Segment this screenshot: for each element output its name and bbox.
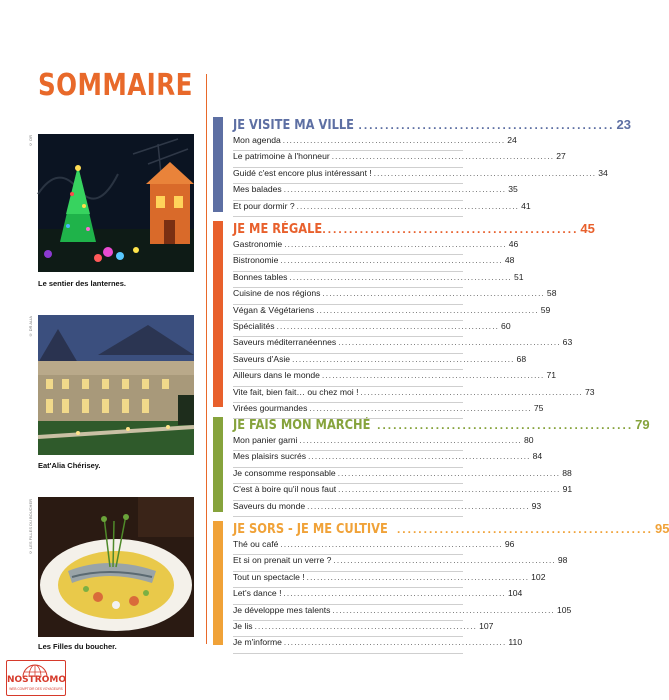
section-items bbox=[233, 435, 573, 517]
leader-dots: ................................................................. bbox=[283, 638, 507, 648]
toc-item-label: Ailleurs dans le monde bbox=[233, 370, 320, 381]
toc-item-page: 93 bbox=[531, 500, 542, 511]
toc-section-sors bbox=[213, 521, 669, 648]
section-heading[interactable] bbox=[233, 521, 669, 537]
logo-name: NOSTROMO bbox=[7, 675, 66, 685]
toc-item[interactable] bbox=[233, 135, 517, 151]
toc-item-page: 58 bbox=[546, 288, 557, 299]
toc-item-page: 107 bbox=[479, 620, 494, 631]
toc-item-label: Je développe mes talents bbox=[233, 604, 331, 615]
photo-caption: Eat'Alia Chérisey. bbox=[38, 461, 101, 470]
toc-item[interactable] bbox=[233, 500, 542, 517]
leader-dots: ................................................................. bbox=[307, 501, 530, 511]
toc-item-label: Saveurs méditerranéennes bbox=[233, 337, 337, 348]
toc-item[interactable] bbox=[233, 435, 534, 451]
photo-credit: © DR ALIA bbox=[28, 316, 33, 338]
photo-chateau bbox=[38, 315, 194, 455]
nostromo-logo bbox=[6, 660, 66, 696]
photo-fish-dish bbox=[38, 497, 194, 637]
toc-item-page: 105 bbox=[556, 604, 572, 615]
toc-item-label: C'est à boire qu'il nous faut bbox=[233, 484, 337, 495]
leader-dots: ................................................................. bbox=[322, 289, 545, 299]
photo-credit: © LES FILLES DU BOUCHER bbox=[28, 499, 33, 556]
toc-item[interactable] bbox=[233, 353, 527, 370]
leader-dots: ................................................................. bbox=[284, 240, 507, 249]
toc-item-page: 68 bbox=[516, 353, 527, 364]
leader-dots: ................................................................. bbox=[333, 556, 556, 566]
toc-item[interactable] bbox=[233, 320, 511, 337]
toc-item-label: Saveurs d'Asie bbox=[233, 353, 291, 364]
section-title: JE ME RÉGALE bbox=[233, 222, 323, 237]
section-title: JE VISITE MA VILLE bbox=[233, 118, 354, 133]
toc-item[interactable] bbox=[233, 151, 566, 167]
toc-item-page: 59 bbox=[540, 304, 551, 315]
toc-item-label: Vite fait, bien fait… ou chez moi ! bbox=[233, 386, 359, 397]
photo-caption: Les Filles du boucher. bbox=[38, 642, 117, 651]
toc-item[interactable] bbox=[233, 539, 515, 555]
section-page: 95 bbox=[654, 521, 669, 536]
leader-dots: ................................................ bbox=[396, 522, 653, 536]
leader-dots: ................................................................. bbox=[280, 256, 503, 266]
toc-item[interactable] bbox=[233, 288, 557, 304]
leader-dots: ................................................................. bbox=[283, 185, 507, 195]
toc-item[interactable] bbox=[233, 467, 572, 484]
section-heading[interactable] bbox=[233, 117, 631, 133]
toc-item-label: Mon panier garni bbox=[233, 435, 298, 445]
section-heading[interactable] bbox=[233, 221, 595, 237]
toc-item-label: Tout un spectacle ! bbox=[233, 571, 305, 582]
toc-item[interactable] bbox=[233, 386, 595, 403]
toc-item[interactable] bbox=[233, 239, 519, 255]
toc-item-page: 88 bbox=[562, 467, 572, 478]
section-items bbox=[233, 239, 595, 419]
leader-dots: ................................................................. bbox=[289, 272, 512, 282]
section-page: 79 bbox=[635, 417, 650, 432]
toc-item-label: Spécialités bbox=[233, 320, 275, 331]
toc-item-page: 63 bbox=[562, 337, 573, 348]
leader-dots: ................................................................. bbox=[296, 201, 520, 211]
leader-dots: ................................................................. bbox=[280, 540, 503, 549]
toc-item-page: 48 bbox=[504, 255, 515, 266]
logo-tagline: WEB COMPTOIR DES VOYAGEURS bbox=[9, 687, 63, 691]
toc-item-page: 71 bbox=[546, 370, 556, 381]
toc-section-visite bbox=[213, 117, 631, 212]
toc-item-page: 91 bbox=[562, 484, 573, 495]
toc-item-label: Végan & Végétariens bbox=[233, 304, 315, 315]
toc-item-label: Bonnes tables bbox=[233, 271, 288, 282]
toc-item[interactable] bbox=[233, 555, 568, 571]
leader-dots: ................................................ bbox=[322, 222, 579, 236]
toc-item[interactable] bbox=[233, 451, 543, 467]
section-page: 23 bbox=[616, 117, 631, 132]
toc-item[interactable] bbox=[233, 484, 573, 500]
toc-item-page: 24 bbox=[507, 135, 517, 145]
toc-item-label: Et si on prenait un verre ? bbox=[233, 555, 332, 566]
toc-item-page: 51 bbox=[513, 271, 524, 282]
section-color-bar bbox=[213, 221, 223, 407]
section-title: JE FAIS MON MARCHÉ bbox=[233, 418, 371, 433]
leader-dots: ................................................................. bbox=[276, 321, 500, 331]
toc-item-page: 96 bbox=[504, 539, 515, 549]
toc-item-page: 98 bbox=[557, 555, 568, 566]
toc-item[interactable] bbox=[233, 167, 608, 184]
toc-item-label: Le patrimoine à l'honneur bbox=[233, 151, 330, 162]
page-title: SOMMAIRE bbox=[38, 68, 193, 103]
toc-item-page: 110 bbox=[508, 637, 523, 648]
toc-item-label: Mon agenda bbox=[233, 135, 281, 145]
toc-item[interactable] bbox=[233, 337, 573, 353]
toc-item-label: Guidé c'est encore plus intéressant ! bbox=[233, 167, 372, 178]
toc-item[interactable] bbox=[233, 588, 523, 604]
toc-item-page: 102 bbox=[531, 571, 546, 582]
toc-item[interactable] bbox=[233, 637, 523, 653]
section-color-bar bbox=[213, 521, 223, 645]
photo-lanterns bbox=[38, 134, 194, 272]
leader-dots: ................................................................. bbox=[332, 605, 555, 615]
toc-item-label: Je lis bbox=[233, 620, 253, 631]
leader-dots: ................................................................. bbox=[338, 338, 561, 348]
section-color-bar bbox=[213, 417, 223, 512]
leader-dots: ................................................................. bbox=[283, 589, 506, 599]
toc-item-label: Virées gourmandes bbox=[233, 402, 308, 413]
toc-item-label: Gastronomie bbox=[233, 239, 283, 249]
toc-item-label: Saveurs du monde bbox=[233, 500, 306, 511]
toc-item[interactable] bbox=[233, 620, 494, 637]
section-items bbox=[233, 135, 608, 217]
toc-item-page: 75 bbox=[533, 402, 544, 413]
toc-item-page: 73 bbox=[584, 386, 595, 397]
toc-item-label: Et pour dormir ? bbox=[233, 200, 295, 211]
toc-item-page: 34 bbox=[598, 167, 608, 178]
toc-item[interactable] bbox=[233, 304, 551, 321]
leader-dots: ................................................................. bbox=[337, 468, 561, 478]
toc-item[interactable] bbox=[233, 370, 556, 386]
section-items bbox=[233, 539, 572, 654]
toc-item-page: 41 bbox=[521, 200, 531, 211]
divider-line bbox=[206, 74, 207, 644]
toc-item-label: Cuisine de nos régions bbox=[233, 288, 321, 299]
leader-dots: ................................................................. bbox=[299, 436, 522, 445]
toc-item-page: 46 bbox=[508, 239, 519, 249]
leader-dots: ................................................................. bbox=[309, 403, 532, 413]
leader-dots: ................................................................. bbox=[308, 452, 531, 462]
leader-dots: ................................................................. bbox=[292, 354, 515, 364]
section-heading[interactable] bbox=[233, 417, 650, 433]
section-page: 45 bbox=[580, 221, 595, 236]
leader-dots: ................................................................. bbox=[254, 621, 478, 631]
toc-item-label: Let's dance ! bbox=[233, 588, 282, 599]
section-color-bar bbox=[213, 117, 223, 212]
toc-item[interactable] bbox=[233, 255, 515, 271]
leader-dots: ................................................................. bbox=[282, 136, 506, 145]
toc-item-page: 60 bbox=[501, 320, 511, 331]
toc-section-marche bbox=[213, 417, 650, 512]
toc-item-label: Bistronomie bbox=[233, 255, 279, 266]
toc-item-label: Je m'informe bbox=[233, 637, 282, 648]
toc-item-page: 80 bbox=[523, 435, 534, 445]
toc-item-label: Mes plaisirs sucrés bbox=[233, 451, 307, 462]
toc-section-regale bbox=[213, 221, 595, 413]
toc-item-page: 104 bbox=[507, 588, 523, 599]
toc-item-label: Mes balades bbox=[233, 184, 282, 195]
toc-item[interactable] bbox=[233, 604, 572, 621]
leader-dots: ................................................................. bbox=[331, 152, 555, 162]
leader-dots: ................................................................. bbox=[373, 168, 597, 178]
toc-item-page: 35 bbox=[508, 184, 518, 195]
toc-item-page: 27 bbox=[556, 151, 566, 162]
leader-dots: ................................................ bbox=[358, 118, 615, 132]
leader-dots: ................................................................. bbox=[321, 371, 545, 381]
toc-item[interactable] bbox=[233, 271, 524, 288]
leader-dots: ................................................................. bbox=[338, 485, 561, 495]
leader-dots: ................................................................. bbox=[316, 305, 539, 315]
toc-item-label: Je consomme responsable bbox=[233, 467, 336, 478]
toc-item-page: 84 bbox=[532, 451, 543, 462]
toc-item[interactable] bbox=[233, 184, 518, 200]
section-title: JE SORS - JE ME CULTIVE bbox=[233, 522, 388, 537]
photo-caption: Le sentier des lanternes. bbox=[38, 279, 126, 288]
leader-dots: ................................................................. bbox=[360, 387, 583, 397]
photo-credit: © DR bbox=[28, 135, 33, 147]
leader-dots: ................................................................. bbox=[306, 572, 530, 582]
leader-dots: ................................................ bbox=[377, 418, 634, 432]
toc-item[interactable] bbox=[233, 571, 546, 588]
toc-item-label: Thé ou café bbox=[233, 539, 279, 549]
toc-item[interactable] bbox=[233, 200, 531, 217]
